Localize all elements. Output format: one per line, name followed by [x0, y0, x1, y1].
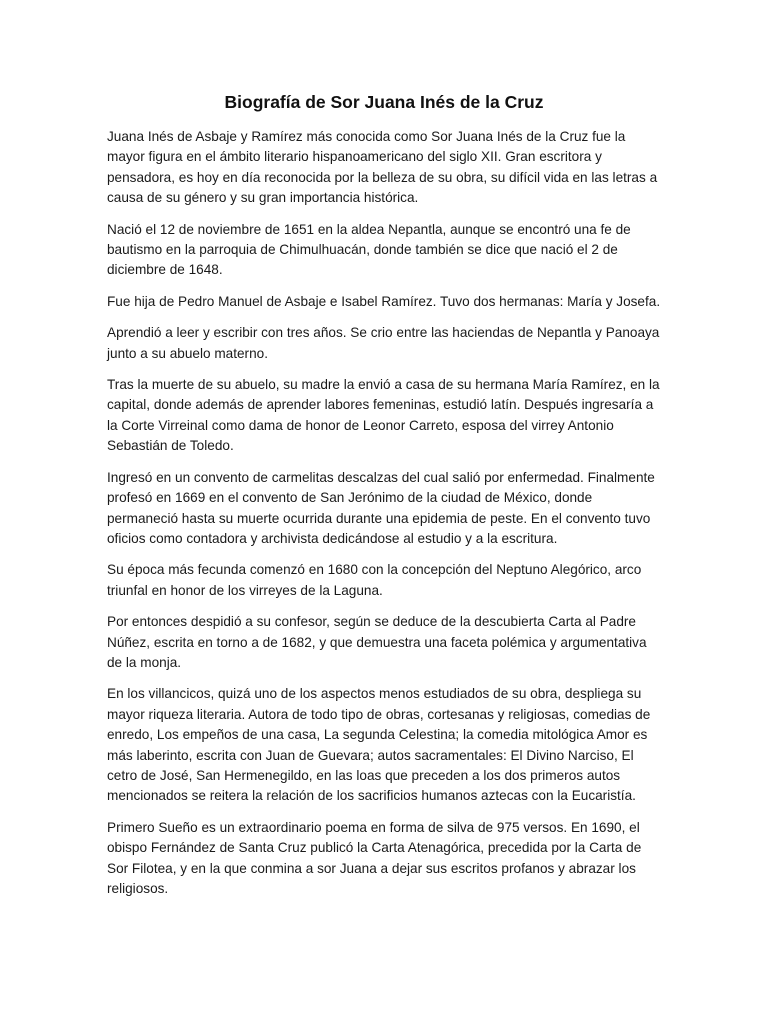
paragraph-parents: Fue hija de Pedro Manuel de Asbaje e Isabel Ramírez. Tuvo dos hermanas: María y Josefa.: [107, 293, 661, 309]
paragraph-intro: Juana Inés de Asbaje y Ramírez más conocida como Sor Juana Inés de la Cruz fue la mayor figura en el ámbito literario hispanoamericano del siglo XII. Gran escritora y pensadora, es hoy en día reconocida por la belleza de su obra, su difícil vida en las letras a causa de su género y su gran importancia histórica.: [107, 129, 658, 206]
paragraph-birth: Nació el 12 de noviembre de 1651 en la aldea Nepantla, aunque se encontró una fe de bautismo en la parroquia de Chimulhuacán, donde también se dice que nació el 2 de diciembre de 1648.: [107, 221, 631, 278]
paragraph-court: Tras la muerte de su abuelo, su madre la envió a casa de su hermana María Ramírez, en la capital, donde además de aprender labores femeninas, estudió latín. Después ingresaría a la Corte Virreinal como dama de honor de Leonor Carreto, esposa del virrey Antonio Sebastián de Toledo.: [107, 377, 660, 454]
paragraph-works: En los villancicos, quizá uno de los aspectos menos estudiados de su obra, despliega su mayor riqueza literaria. Autora de todo tipo de obras, cortesanas y religiosas, comedias de enredo, Los empeños de una casa, La segunda Celestina; la comedia mitológica Amor es más laberinto, escrita con Juan de Guevara; autos sacramentales: El Divino Narciso, El cetro de José, San Hermenegildo, en las loas que preceden a los dos primeros autos mencionados se reitera la relación de los sacrificios humanos aztecas con la Eucaristía.: [107, 686, 651, 804]
paragraph-childhood: Aprendió a leer y escribir con tres años. Se crio entre las haciendas de Nepantla y Panoaya junto a su abuelo materno.: [107, 325, 660, 361]
paragraph-confessor: Por entonces despidió a su confesor, según se deduce de la descubierta Carta al Padre Núñez, escrita en torno a de 1682, y que demuestra una faceta polémica y argumentativa de la monja.: [107, 614, 647, 670]
document-title: Biografía de Sor Juana Inés de la Cruz: [224, 92, 544, 112]
paragraph-fecund-period: Su época más fecunda comenzó en 1680 con la concepción del Neptuno Alegórico, arco triunfal en honor de los virreyes de la Laguna.: [107, 562, 642, 598]
paragraph-primero-sueno: Primero Sueño es un extraordinario poema en forma de silva de 975 versos. En 1690, el obispo Fernández de Santa Cruz publicó la Carta Atenagórica, precedida por la Carta de Sor Filotea, y en la que conmina a sor Juana a dejar sus escritos profanos y abrazar los religiosos.: [107, 819, 642, 896]
document-body: [107, 127, 663, 910]
paragraph-convent: Ingresó en un convento de carmelitas descalzas del cual salió por enfermedad. Finalmente profesó en 1669 en el convento de San Jerónimo de la ciudad de México, donde permaneció hasta su muerte ocurrida durante una epidemia de peste. En el convento tuvo oficios como contadora y archivista dedicándose al estudio y a la escritura.: [107, 469, 655, 546]
